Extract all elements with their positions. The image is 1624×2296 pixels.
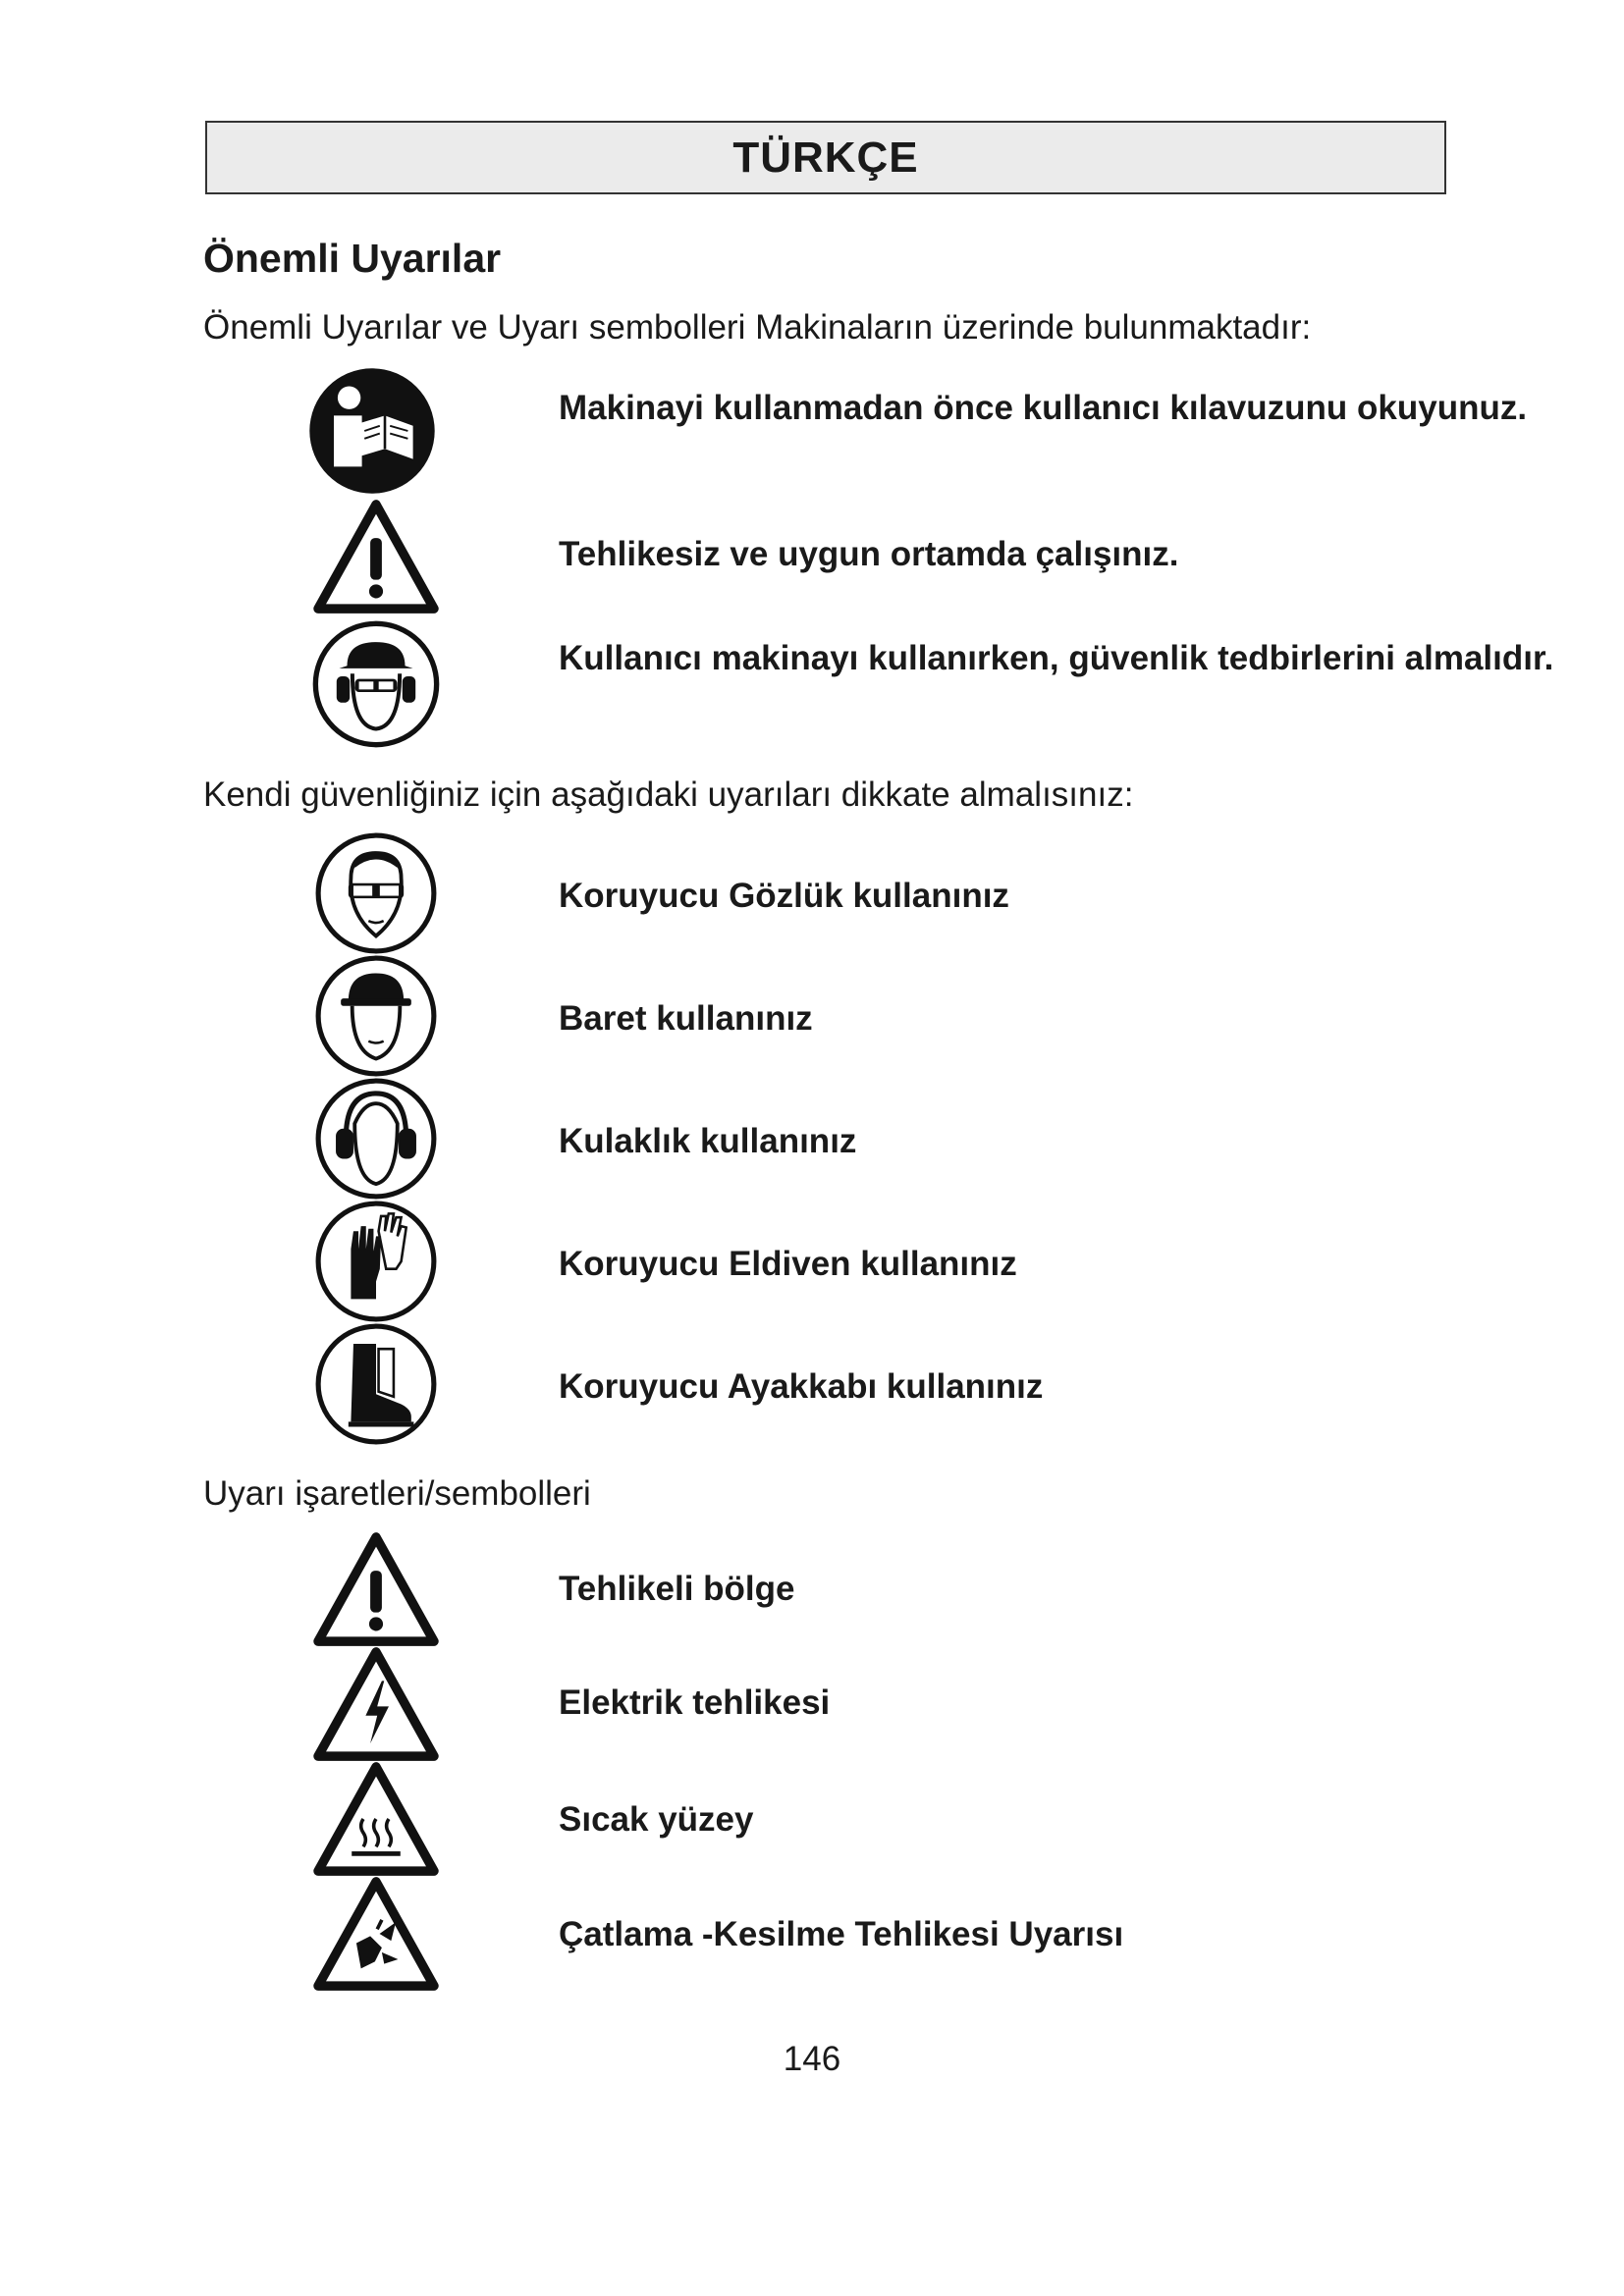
safety-intro: Kendi güvenliğiniz için aşağıdaki uyarıları dikkate almalısınız:	[203, 775, 1134, 814]
language-title: TÜRKÇE	[732, 133, 919, 182]
signs-title: Uyarı işaretleri/sembolleri	[203, 1474, 591, 1513]
electric-hazard-icon	[312, 1646, 440, 1762]
cut-hazard-icon	[312, 1876, 440, 1992]
language-banner	[205, 121, 1446, 194]
goggles-icon	[313, 830, 439, 956]
section-title: Önemli Uyarılar	[203, 236, 502, 281]
sign-text: Tehlikeli bölge	[559, 1570, 795, 1608]
safety-boot-icon	[313, 1321, 439, 1447]
ppe-text: Baret kullanınız	[559, 999, 813, 1038]
section-intro: Önemli Uyarılar ve Uyarı sembolleri Makinaların üzerinde bulunmaktadır:	[203, 308, 1312, 347]
hot-surface-icon	[312, 1761, 440, 1877]
hard-hat-icon	[313, 953, 439, 1079]
danger-zone-icon	[312, 1531, 440, 1647]
read-manual-icon	[308, 367, 436, 495]
sign-text: Sıcak yüzey	[559, 1800, 754, 1839]
warning-text: Tehlikesiz ve uygun ortamda çalışınız.	[559, 535, 1179, 573]
full-protection-icon	[310, 618, 442, 750]
ear-protection-icon	[313, 1076, 439, 1201]
warning-text: Kullanıcı makinayı kullanırken, güvenlik tedbirlerini almalıdır.	[559, 639, 1554, 677]
gloves-icon	[313, 1199, 439, 1324]
ppe-text: Koruyucu Eldiven kullanınız	[559, 1245, 1017, 1283]
warning-text: Makinayi kullanmadan önce kullanıcı kılavuzunu okuyunuz.	[559, 389, 1528, 427]
sign-text: Çatlama -Kesilme Tehlikesi Uyarısı	[559, 1915, 1124, 1953]
ppe-text: Koruyucu Ayakkabı kullanınız	[559, 1367, 1044, 1406]
ppe-text: Koruyucu Gözlük kullanınız	[559, 877, 1009, 915]
page-number: 146	[783, 2040, 841, 2078]
ppe-text: Kulaklık kullanınız	[559, 1122, 857, 1160]
sign-text: Elektrik tehlikesi	[559, 1683, 831, 1722]
warning-triangle-icon	[312, 499, 440, 614]
